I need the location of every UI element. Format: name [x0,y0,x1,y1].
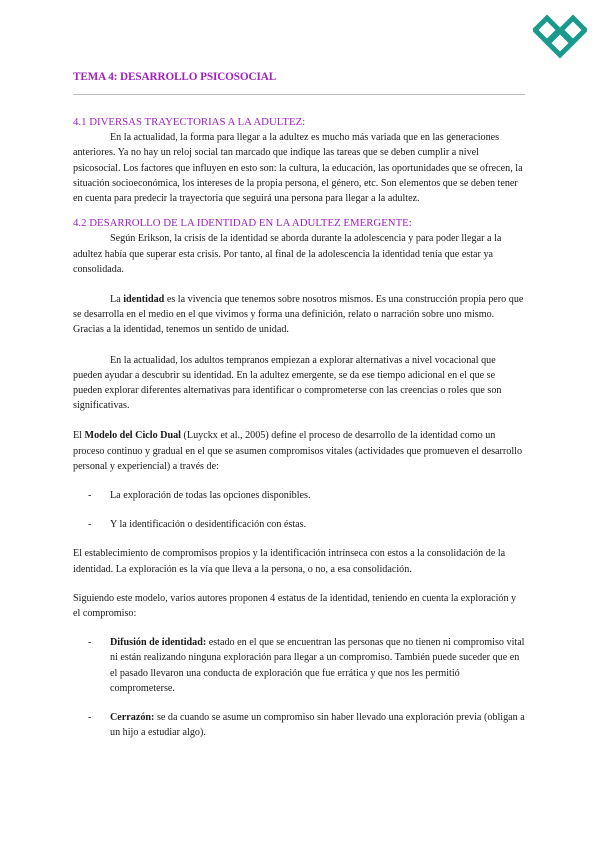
list-item-status: - Cerrazón: se da cuando se asume un compromiso sin haber llevado una exploración previa (obligan a un hijo a estudiar algo). [88,712,525,739]
paragraph-trajectories: En la actualidad, la forma para llegar a la adultez es mucho más variada que en las generaciones anteriores. Ya no hay un reloj social tan marcado que indique las tareas que se deben cumplir a nivel psicosocial. Los factores que influyen en esto son: la cultura, la educación, las oportunidades que se ofrecen, la situación socioeconómica, los intereses de la propia persona, el género, etc. Son elementos que se deben tener en cuenta para predecir la trayectoria que seguirá una persona para llegar a la adultez. [73,132,523,205]
list-item: - Y la identificación o desidentificación con éstas. [88,519,307,531]
section-heading-identity: 4.2 DESARROLLO DE LA IDENTIDAD EN LA ADULTEZ EMERGENTE: [73,217,412,230]
paragraph-identity-statuses: Siguiendo este modelo, varios autores proponen 4 estatus de la identidad, teniendo en cuenta la exploración y el compromiso: [73,592,517,620]
term-modelo-ciclo-dual: Modelo del Ciclo Dual [84,430,181,442]
page-title: TEMA 4: DESARROLLO PSICOSOCIAL [73,71,277,83]
list-item: - La exploración de todas las opciones disponibles. [88,490,311,502]
section-heading-trajectories: 4.1 DIVERSAS TRAYECTORIAS A LA ADULTEZ: [73,116,306,128]
brand-diamond-logo-icon [533,14,587,60]
paragraph-dual-cycle-model: El Modelo del Ciclo Dual (Luyckx et al., 2005) define el proceso de desarrollo de la identidad como un proceso continuo y gradual en el que se asumen compromisos vitales (actividades que promueven el desarrollo personal y experiencial) a través de: [73,430,523,472]
paragraph-erikson: Según Erikson, la crisis de la identidad se aborda durante la adolescencia y para poder llegar a la adultez había que superar esta crisis. Por tanto, al final de la adolescencia la identidad tenía que estar ya consolidada. [73,233,502,275]
paragraph-commitments: El establecimiento de compromisos propios y la identificación intrínseca con estos a la consolidación de la identidad. La exploración es la vía que lleva a la persona, o no, a esa consolidación. [73,548,506,575]
document-body [73,115,525,741]
paragraph-identity-definition: La identidad es la vivencia que tenemos sobre nosotros mismos. Es una construcción propia pero que se desarrolla en el medio en el que vivimos y forma una definición, relato o narración sobre uno mismo. Gracias a la identidad, tenemos un sentido de unidad. [73,294,524,336]
list-item-status: - Difusión de identidad: estado en el que se encuentran las personas que no tienen ni compromiso vital ni están realizando ninguna exploración para llegar a un compromiso. También puede suceder que en el pasado llevaron una conducta de exploración que fue errática y que nos les permitió comprometerse. [88,637,525,694]
header-divider [73,94,525,95]
paragraph-emerging-adults: En la actualidad, los adultos tempranos empiezan a explorar alternativas a nivel vocacional que pueden ayudar a descubrir su identidad. En la adultez emergente, se da ese tiempo adicional en el que se pueden explorar diferentes alternativas para identificar o comprometerse con las creencias o roles que son significativas. [73,354,502,412]
term-identidad: identidad [123,294,165,306]
